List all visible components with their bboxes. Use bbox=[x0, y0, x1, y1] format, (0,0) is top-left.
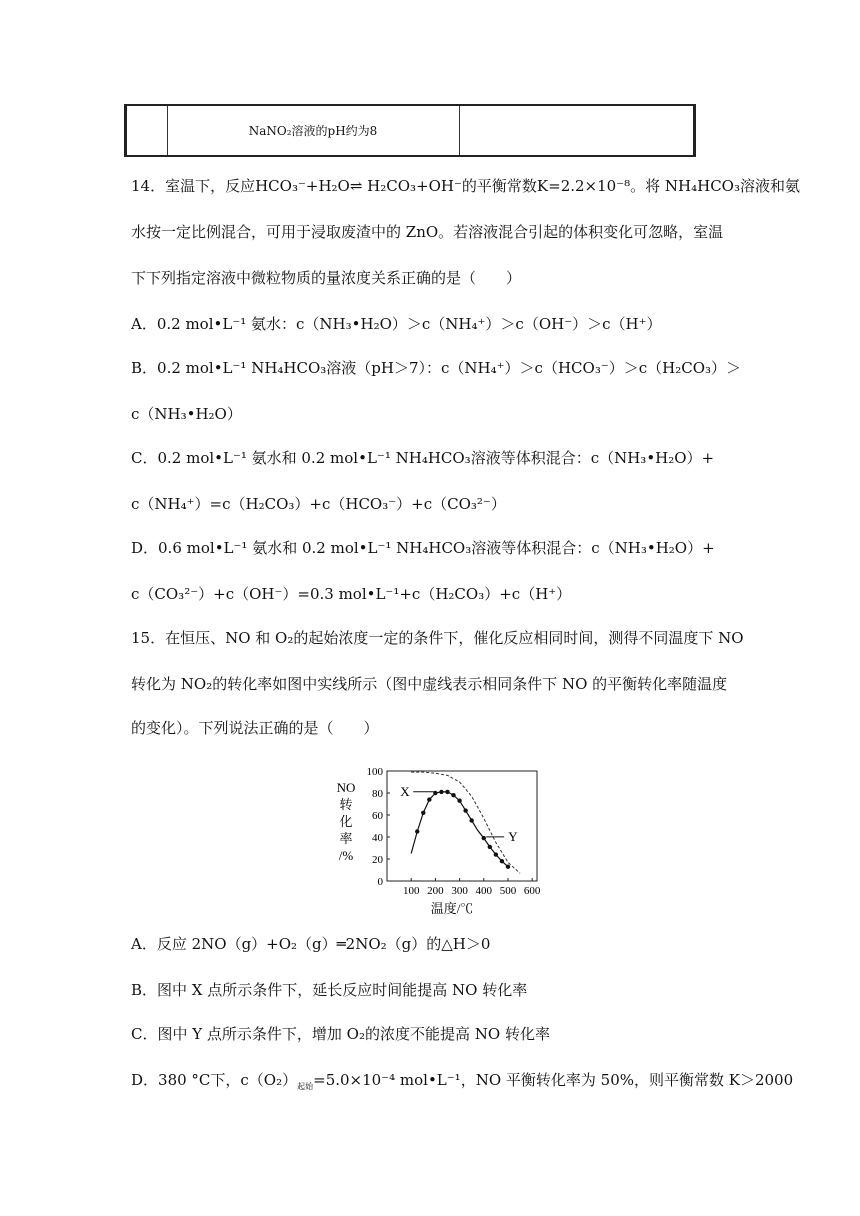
data-point bbox=[482, 836, 486, 840]
q14-option-a: A．0.2 mol•L⁻¹ 氨水：c（NH₃•H₂O）＞c（NH₄⁺）＞c（OH⁻）＞c（H⁺） bbox=[131, 315, 662, 333]
y-tick-label: 0 bbox=[377, 876, 383, 888]
x-tick-label: 300 bbox=[451, 885, 468, 897]
data-point bbox=[506, 865, 510, 869]
q14-option-b-line1: B．0.2 mol•L⁻¹ NH₄HCO₃溶液（pH＞7）：c（NH₄⁺）＞c（HCO₃⁻）＞c（H₂CO₃）＞ bbox=[131, 359, 742, 377]
q15-option-d-post: =5.0×10⁻⁴ mol•L⁻¹，NO 平衡转化率为 50%，则平衡常数 K＞2000 bbox=[313, 1071, 794, 1089]
q15-line3: 的变化）。下列说法正确的是（ ） bbox=[131, 719, 379, 737]
data-point bbox=[421, 811, 425, 815]
q15-line1: 15．在恒压、NO 和 O₂的起始浓度一定的条件下，催化反应相同时间，测得不同温度下 NO bbox=[131, 629, 744, 647]
table-cell-empty-right bbox=[460, 106, 693, 155]
q14-option-d-line2: c（CO₃²⁻）+c（OH⁻）=0.3 mol•L⁻¹+c（H₂CO₃）+c（H⁺） bbox=[131, 585, 572, 603]
q15-option-d-sub: 起始 bbox=[297, 1082, 314, 1091]
table-fragment bbox=[124, 104, 696, 157]
x-axis-label: 温度/℃ bbox=[430, 901, 474, 916]
series-line-solid bbox=[411, 792, 508, 867]
y-tick-label: 60 bbox=[372, 810, 383, 822]
q15-option-d-pre: D．380 °C下，c（O₂） bbox=[131, 1071, 298, 1089]
q15-option-c: C．图中 Y 点所示条件下，增加 O₂的浓度不能提高 NO 转化率 bbox=[131, 1025, 550, 1043]
series-line-dashed bbox=[411, 772, 520, 873]
y-tick-label: 40 bbox=[372, 832, 383, 844]
data-point bbox=[451, 793, 455, 797]
data-point bbox=[500, 859, 504, 863]
y-axis-label: 化 bbox=[339, 814, 353, 829]
data-point bbox=[494, 852, 498, 856]
data-point bbox=[469, 818, 473, 822]
x-tick-label: 100 bbox=[402, 885, 420, 897]
y-axis-label: 转 bbox=[339, 797, 353, 812]
conversion-chart bbox=[332, 758, 562, 927]
y-tick-label: 80 bbox=[372, 788, 383, 800]
q15-option-d bbox=[131, 1070, 793, 1097]
x-tick-label: 600 bbox=[523, 885, 541, 897]
q15-option-a: A．反应 2NO（g）+O₂（g）═2NO₂（g）的△H＞0 bbox=[131, 935, 491, 953]
point-label-x: X bbox=[400, 783, 410, 799]
data-point bbox=[445, 790, 449, 794]
y-tick-label: 100 bbox=[366, 766, 383, 778]
q14-option-c-line1: C．0.2 mol•L⁻¹ 氨水和 0.2 mol•L⁻¹ NH₄HCO₃溶液等体积混合：c（NH₃•H₂O）+ bbox=[131, 449, 715, 467]
y-tick-label: 20 bbox=[372, 854, 383, 866]
y-axis-label: /% bbox=[338, 848, 354, 863]
q14-option-c-line2: c（NH₄⁺）=c（H₂CO₃）+c（HCO₃⁻）+c（CO₃²⁻） bbox=[131, 495, 506, 513]
y-axis-label: NO bbox=[336, 780, 356, 795]
q14-line1: 14．室温下，反应HCO₃⁻+H₂O⇌ H₂CO₃+OH⁻的平衡常数K=2.2×10⁻⁸。将 NH₄HCO₃溶液和氨 bbox=[131, 177, 800, 195]
data-point bbox=[457, 799, 461, 803]
q15-option-b: B．图中 X 点所示条件下，延长反应时间能提高 NO 转化率 bbox=[131, 981, 528, 999]
table-cell-empty bbox=[127, 106, 168, 155]
q14-line2: 水按一定比例混合，可用于浸取废渣中的 ZnO。若溶液混合引起的体积变化可忽略，室温 bbox=[131, 223, 724, 241]
conversion-chart-svg bbox=[332, 758, 562, 923]
point-label-y: Y bbox=[508, 828, 518, 844]
data-point bbox=[415, 829, 419, 833]
table-cell-text: NaNO₂溶液的pH约为8 bbox=[167, 106, 460, 155]
data-point bbox=[463, 808, 467, 812]
q14-line3: 下下列指定溶液中微粒物质的量浓度关系正确的是（ ） bbox=[131, 269, 522, 287]
q14-option-b-line2: c（NH₃•H₂O） bbox=[131, 405, 242, 423]
x-tick-label: 400 bbox=[475, 885, 493, 897]
y-axis-label: 率 bbox=[339, 831, 353, 846]
x-tick-label: 500 bbox=[499, 885, 517, 897]
data-point bbox=[427, 797, 431, 801]
data-point bbox=[439, 790, 443, 794]
data-point bbox=[488, 845, 492, 849]
x-tick-label: 200 bbox=[427, 885, 444, 897]
q14-option-d-line1: D．0.6 mol•L⁻¹ 氨水和 0.2 mol•L⁻¹ NH₄HCO₃溶液等体积混合：c（NH₃•H₂O）+ bbox=[131, 539, 715, 557]
q15-line2: 转化为 NO₂的转化率如图中实线所示（图中虚线表示相同条件下 NO 的平衡转化率随温度 bbox=[131, 675, 728, 693]
